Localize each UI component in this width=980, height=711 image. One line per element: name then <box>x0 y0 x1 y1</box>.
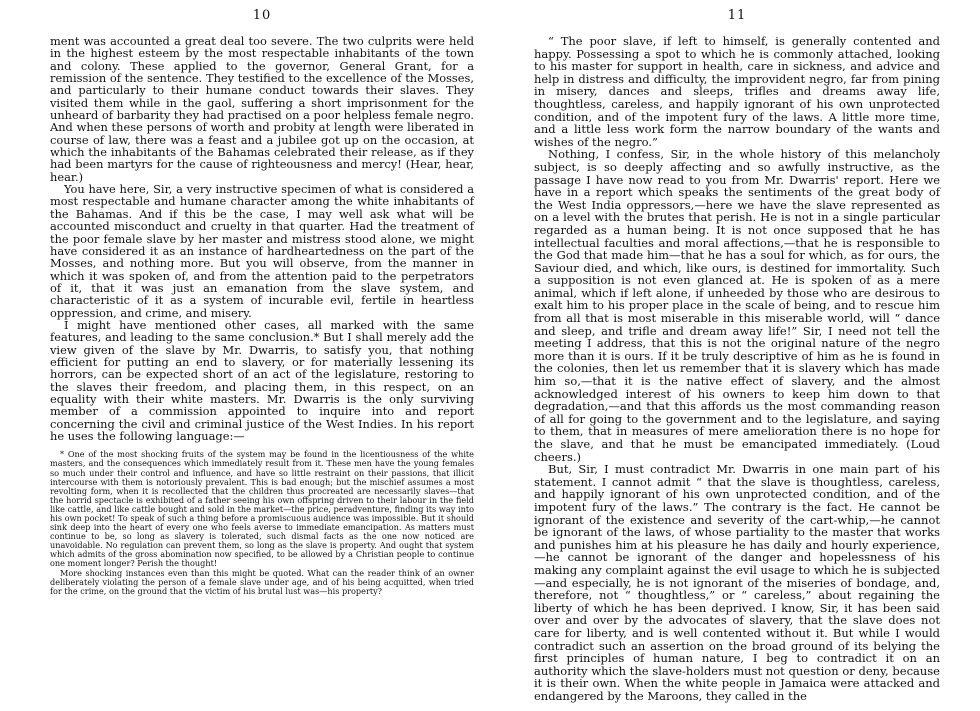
paragraph: I might have mentioned other cases, all marked with the same features, and leading to the same conclusion.* But I shall merely add the view given of the slave by Mr. Dwarris, to satisfy you, that nothing efficient for putting an end to slavery, or for materially lessening its horrors, can be expected short of an act of the legislature, restoring to the slaves their freedom, and placing them, in this respect, on an equality with their white masters. Mr. Dwarris is the only surviving member of a commission appointed to inquire into and report concerning the civil and criminal justice of the West Indies. In his report he uses the following language:— <box>50 317 474 443</box>
paragraph: ment was accounted a great deal too severe. The two culprits were held in the highest esteem by the most respectable inhabitants of the town and colony. These applied to the governor, General Grant, for a remission of the sentence. They testified to the excellence of the Mosses, and particularly to their humane conduct towards their slaves. They visited them while in the gaol, suffering a short imprisonment for the unheard of barbarity they had practised on a poor helpless female negro. And when these persons of worth and probity at length were liberated in course of law, there was a feast and a jubilee got up on the occasion, at which the inhabitants of the Bahamas celebrated their release, as if they had been martyrs for the cause of righteousness and mercy! (Hear, hear, hear.) <box>50 34 474 184</box>
paragraph: “ The poor slave, if left to himself, is generally contented and happy. Possessing a spot to which he is commonly attached, looking to his master for support in health, care in sickness, and advice and help in distress and difficulty, the improvident negro, far from pining in misery, dances and sleeps, trifles and dreams away life, thoughtless, careless, and happily ignorant of his own unprotected condition, and of the impotent fury of the laws. A little more time, and a little less work form the narrow boundary of the wants and wishes of the negro.” <box>534 34 940 149</box>
page-number: 10 <box>252 8 272 23</box>
paragraph: Nothing, I confess, Sir, in the whole history of this melancholy subject, is so deeply affecting and so awfully instructive, as the passage I have now read to you from Mr. Dwarris' report. Here we have in a report which speaks the sentiments of the great body of the West India oppressors,—here we have the slave represented as on a level with the brutes that perish. He is not in a single particular regarded as a human being. It is not once supposed that he has intellectual faculties and moral affections,—that he is responsible to the God that made him—that he has a soul for which, as for ours, the Saviour died, and which, like ours, is destined for immortality. Such a supposition is not even glanced at. He is spoken of as a mere animal, which if left alone, if unheeded by those who are desirous to exalt him to his proper place in the scale of being, and to rescue him from all that is most miserable in this miserable world, will “ dance and sleep, and trifle and dream away life!” Sir, I need not tell the meeting I address, that this is not the original nature of the negro more than it is ours. If it be truly descriptive of him as he is found in the colonies, then let us remember that it is slavery which has made him so,—that it is the native effect of slavery, and the almost acknowledged interest of his owners to keep him down to that degradation,—and that this affords us the most commanding reason of all for going to the government and to the legislature, and saying to them, that in measures of mere amelioration there is no hope for the slave, and that he must be emancipated immediately. (Loud cheers.) <box>534 147 940 464</box>
main-text <box>534 35 940 702</box>
paragraph: You have here, Sir, a very instructive specimen of what is considered a most respectable and humane character among the white inhabitants of the Bahamas. And if this be the case, I may well ask what will be accounted misconduct and cruelty in that quarter. Had the treatment of the poor female slave by her master and mistress stood alone, we might have considered it as an instance of hardheartedness on the part of the Mosses, and nothing more. But you will observe, from the manner in which it was spoken of, and from the attention paid to the perpetrators of it, that it was just an emanation from the slave system, and characteristic of it as a system of incurable evil, fertile in heartless oppression, and crime, and misery. <box>50 182 474 320</box>
page-number: 11 <box>727 8 747 23</box>
footnotes <box>50 450 474 596</box>
main-text <box>50 35 474 442</box>
footnote: More shocking instances even than this might be quoted. What can the reader think of an owner deliberately violating the person of a female slave under age, and of his being acquitted, when tried for the crime, on the ground that the victim of his brutal lust was—his property? <box>50 567 474 596</box>
paragraph: But, Sir, I must contradict Mr. Dwarris in one main part of his statement. I cannot admit “ that the slave is thoughtless, careless, and happily ignorant of his own unprotected condition, and of the impotent fury of the laws.” The contrary is the fact. He cannot be ignorant of the existence and severity of the cart-whip,—he cannot be ignorant of the laws, of whose partiality to the master that works and punishes him at his pleasure he has daily and hourly experience,—he cannot be ignorant of the danger and hopelessness of his making any complaint against the evil usage to which he is subjected—and especially, he is not ignorant of the miseries of bondage, and, therefore, not “ thoughtless,” or “ careless,” about regaining the liberty of which he has been deprived. I know, Sir, it has been said over and over by the advocates of slavery, that the slave does not care for liberty, and is well contented without it. But while I would contradict such an assertion on the broad ground of its belying the first principles of human nature, I beg to contradict it on an authority which the slave-holders must not question or deny, because it is their own. When the white people in Jamaica were attacked and endangered by the Maroons, they called in the <box>534 462 940 703</box>
footnote: * One of the most shocking fruits of the system may be found in the licentiousness of the white masters, and the consequences which immediately result from it. These men have the young females so much under their control and influence, and have so little restraint on their passions, that illicit intercourse with them is notoriously prevalent. This is bad enough; but the mischief assumes a most revolting form, when it is recollected that the children thus procreated are necessarily slaves—that the horrid spectacle is exhibited of a father seeing his own offspring driven to their labour in the field like cattle, and like cattle bought and sold in the market—the price, peradventure, finding its way into his own pocket! To speak of such a thing before a promiscuous audience was impossible. But it should sink deep into the heart of every one who feels averse to immediate emancipation. As matters must continue to be, so long as slavery is tolerated, such dismal facts as the one now noticed are unavoidable. No regulation can prevent them, so long as the slave is property. And ought that system which admits of the gross abomination now specified, to be allowed by a Christian people to continue one moment longer? Perish the thought! <box>50 449 474 569</box>
right-page <box>490 0 980 711</box>
